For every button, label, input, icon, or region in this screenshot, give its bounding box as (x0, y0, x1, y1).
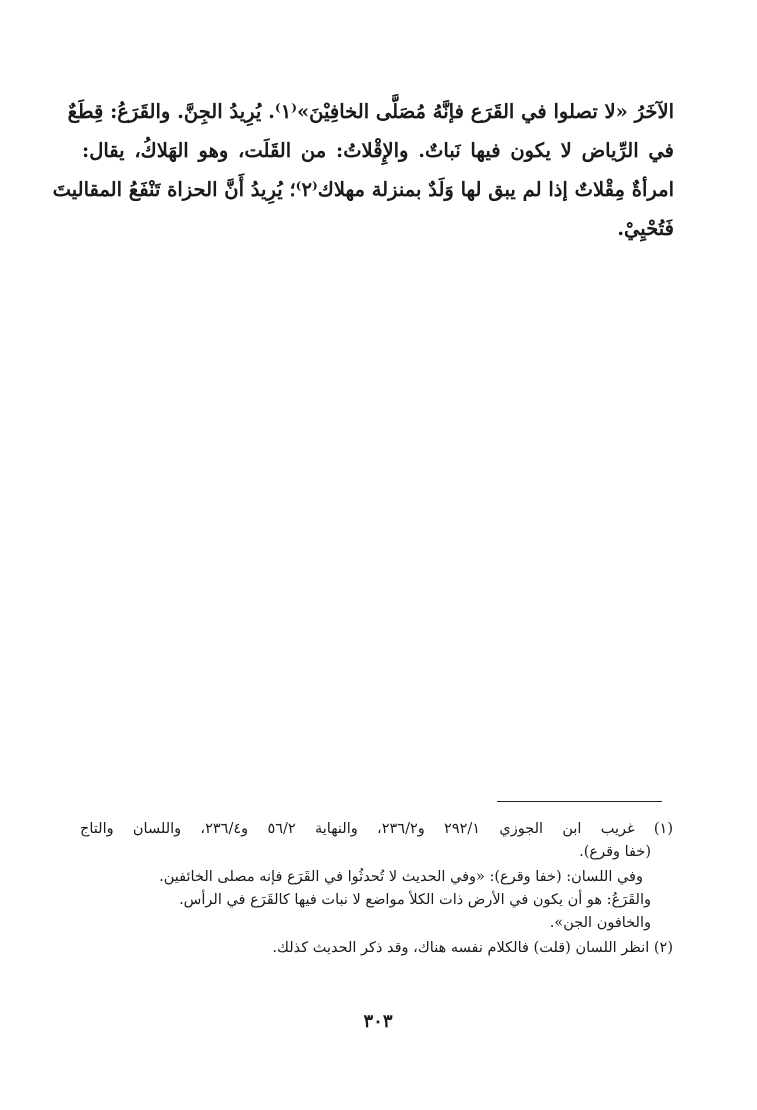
footnote-line: (١) غريب ابن الجوزي ٢٩٢/١ و٢٣٦/٢، والنهاية ٥٦/٢ و٢٣٦/٤، واللسان والتاج (80, 821, 673, 837)
main-text-line: في الرِّياض لا يكون فيها نَباتٌ. والإِقْلاتُ: من القَلَت، وهو الهَلاكُ، يقال: (82, 139, 674, 162)
footnotes-block (80, 818, 673, 960)
main-text-line: امرأةٌ مِقْلاتٌ إذا لم يبق لها وَلَدٌ بمنزلة مهلاك⁽٢⁾؛ يُرِيدُ أَنَّ الحزاة تَنْفَعُ المقاليتَ (52, 178, 674, 201)
footnote-line: والخافون الجن». (549, 915, 651, 931)
footnote-line: والقَرَعُ: هو أن يكون في الأرض ذات الكلأ مواضع لا نبات فيها كالقَرَع في الرأس. (179, 892, 651, 908)
main-text-line: الآخَرُ «لا تصلوا في القَرَع فإنَّهُ مُصَلَّى الخافِيْنَ»⁽١⁾. يُرِيدُ الجِنَّ. والقَرَعُ: قِطَعٌ (67, 100, 674, 123)
main-text-line: فَتُحْيِيْ. (617, 217, 674, 240)
footnote-line: (٢) انظر اللسان (قلت) فالكلام نفسه هناك، وقد ذكر الحديث كذلك. (272, 940, 673, 956)
footnote-2 (80, 937, 673, 960)
main-text-block (52, 92, 674, 248)
page-number: ٣٠٣ (363, 1011, 393, 1032)
footnote-1 (80, 818, 673, 935)
footnote-line: (خفا وقرع). (579, 844, 651, 860)
footnote-divider (497, 801, 662, 802)
footnote-line: وفي اللسان: (خفا وقرع): «وفي الحديث لا تُحدثُوا في القَرَع فإنه مصلى الخائفين. (159, 869, 643, 885)
